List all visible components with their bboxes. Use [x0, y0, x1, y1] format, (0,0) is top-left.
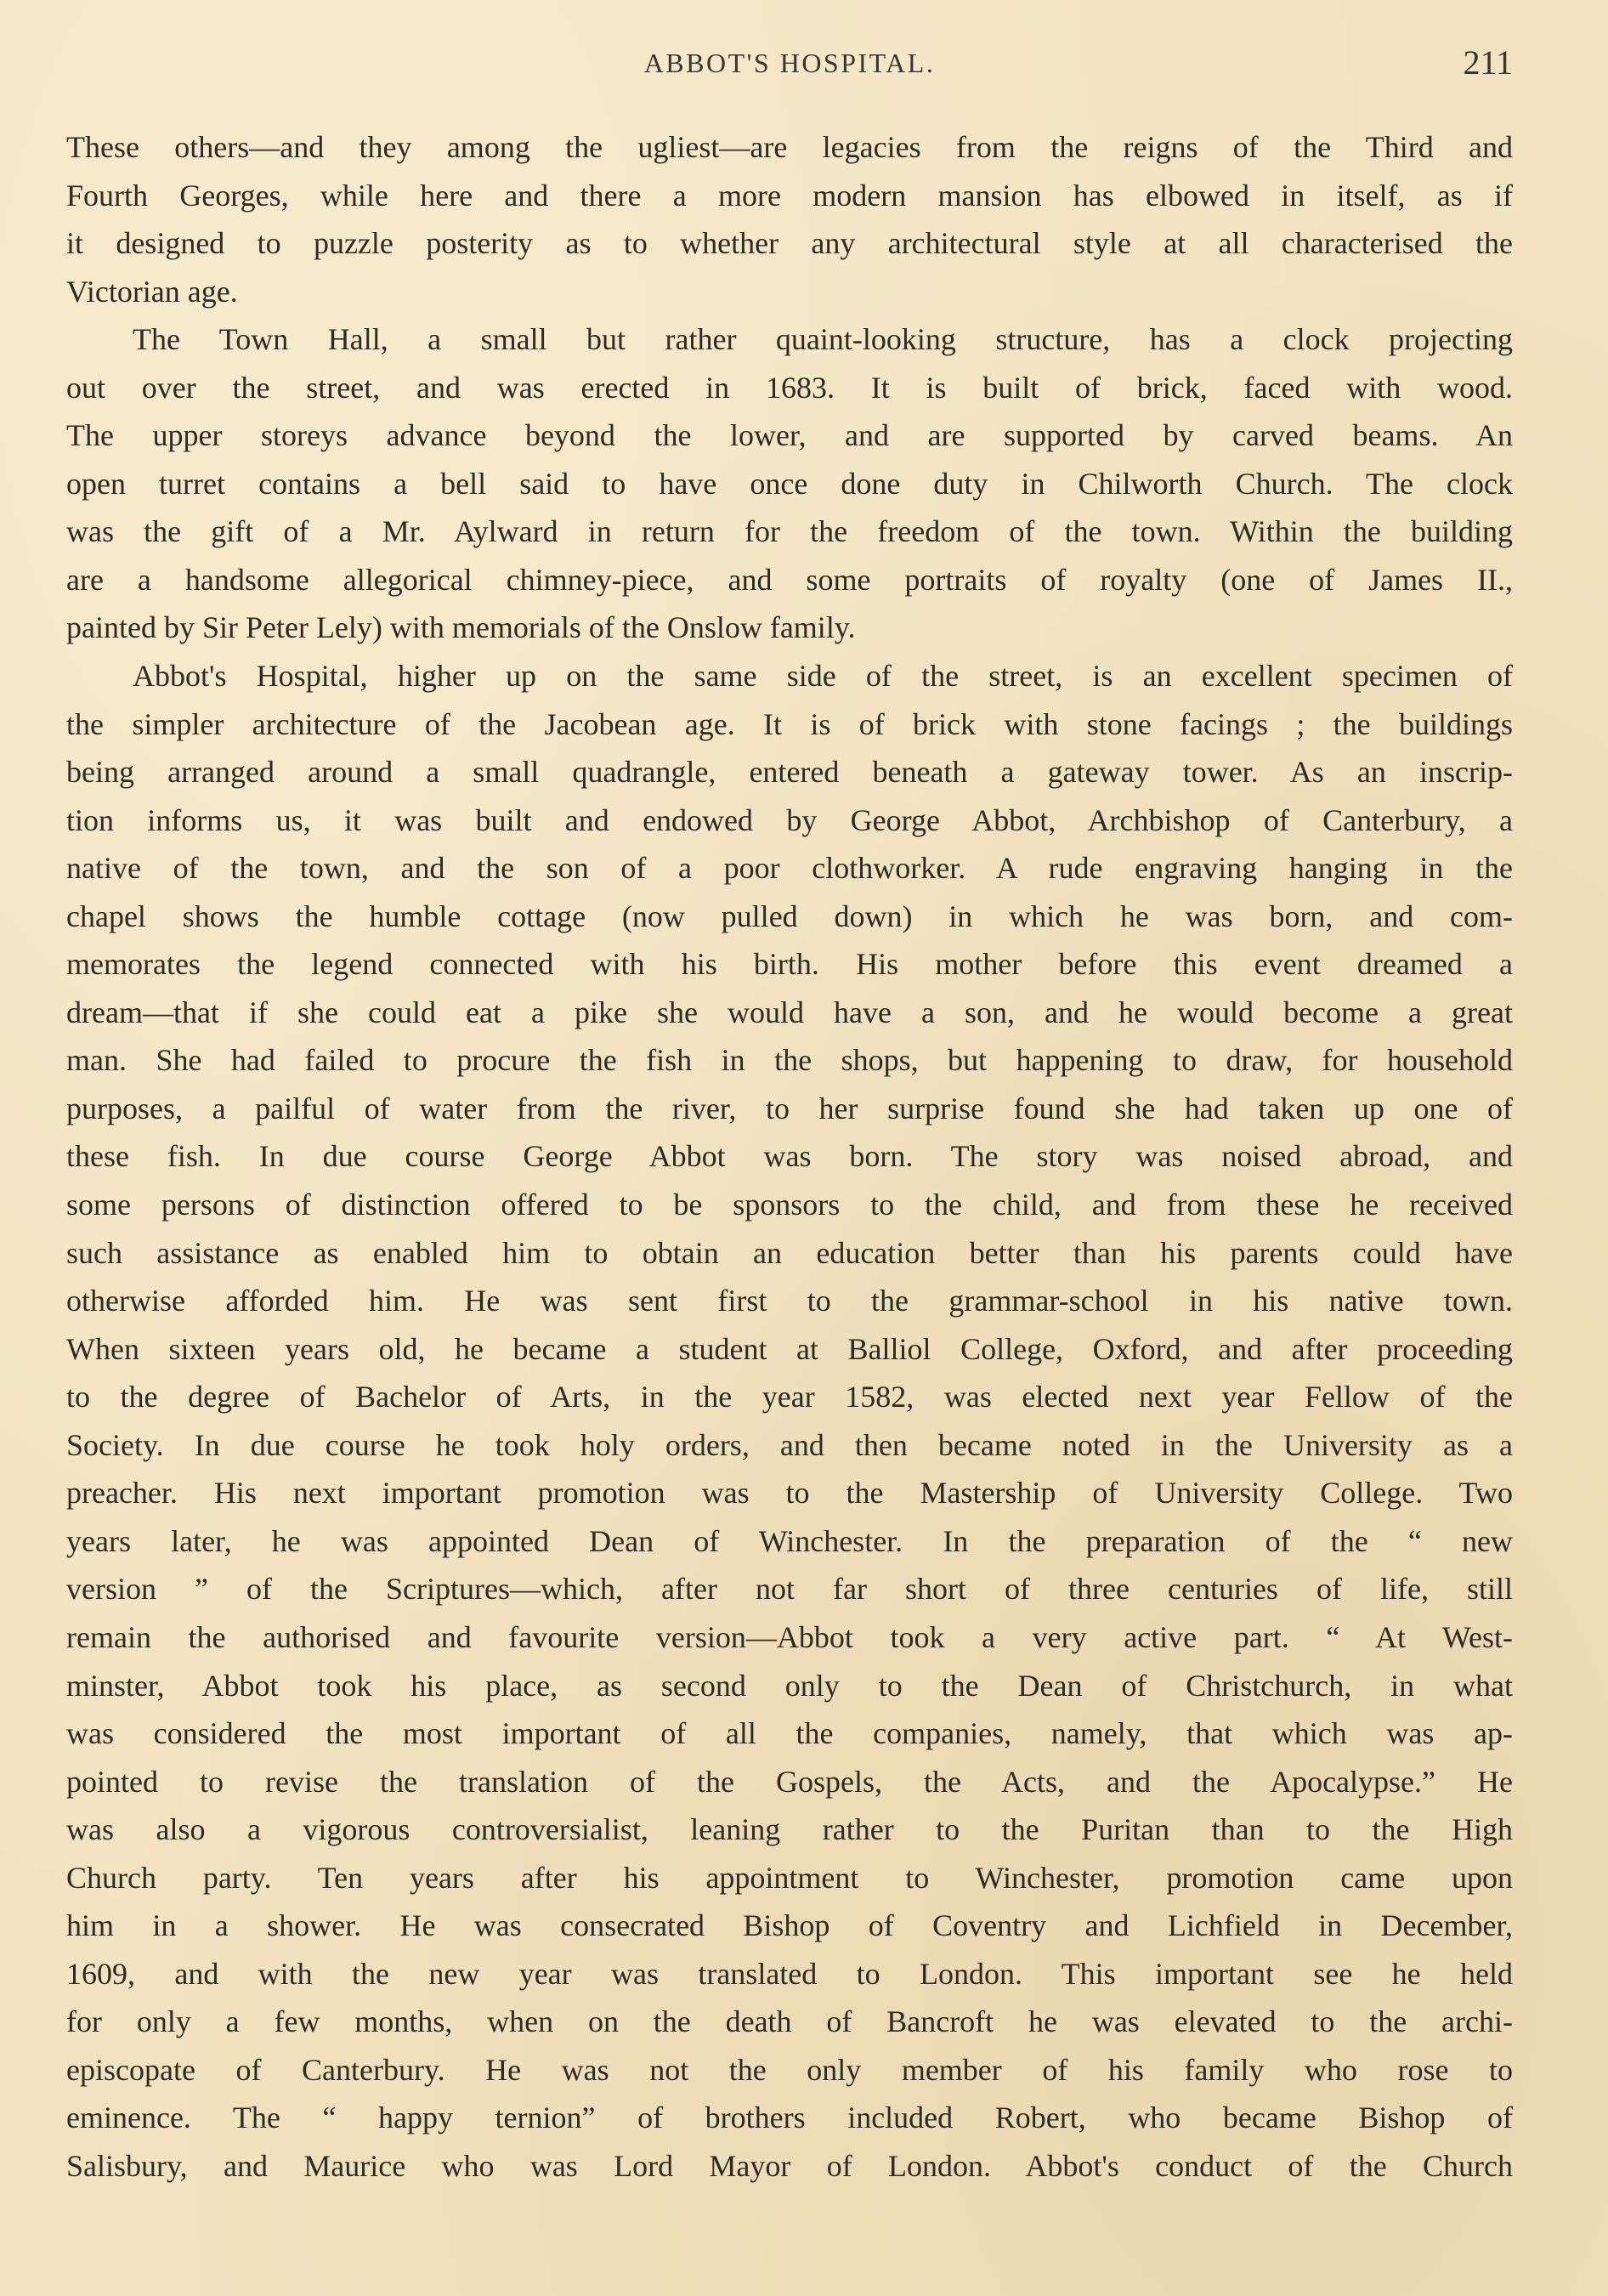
- text-line: dream—that if she could eat a pike she would have a son, and he would become a great: [66, 995, 1513, 1029]
- text-line: native of the town, and the son of a poor clothworker. A rude engraving hanging in the: [66, 851, 1513, 886]
- text-line: purposes, a pailful of water from the river, to her surprise found she had taken up one of: [66, 1091, 1513, 1125]
- text-line: the simpler architecture of the Jacobean age. It is of brick with stone facings ; the buildings: [66, 706, 1513, 741]
- text-line: Victorian age.: [66, 274, 238, 309]
- text-line: minster, Abbot took his place, as second only to the Dean of Christchurch, in what: [66, 1668, 1513, 1703]
- text-line: Society. In due course he took holy orders, and then became noted in the University as a: [66, 1427, 1513, 1462]
- text-line: Church party. Ten years after his appointment to Winchester, promotion came upon: [66, 1860, 1513, 1895]
- text-line: such assistance as enabled him to obtain an education better than his parents could have: [66, 1235, 1513, 1270]
- body-text: [66, 123, 1513, 2191]
- text-line: The upper storeys advance beyond the lower, and are supported by carved beams. An: [66, 418, 1513, 453]
- text-line: some persons of distinction offered to be sponsors to the child, and from these he received: [66, 1188, 1513, 1222]
- text-line: Salisbury, and Maurice who was Lord Mayor of London. Abbot's conduct of the Church: [66, 2148, 1513, 2183]
- text-line: to the degree of Bachelor of Arts, in the year 1582, was elected next year Fellow of the: [66, 1380, 1513, 1414]
- text-line: tion informs us, it was built and endowed by George Abbot, Archbishop of Canterbury, a: [66, 802, 1513, 837]
- text-line: Abbot's Hospital, higher up on the same side of the street, is an excellent specimen of: [133, 659, 1513, 694]
- text-line: out over the street, and was erected in 1683. It is built of brick, faced with wood.: [66, 370, 1513, 405]
- running-title: ABBOT'S HOSPITAL.: [643, 48, 936, 78]
- text-line: When sixteen years old, he became a student at Balliol College, Oxford, and after proceeding: [66, 1331, 1513, 1366]
- text-line: 1609, and with the new year was translated to London. This important see he held: [66, 1956, 1513, 1991]
- text-line: episcopate of Canterbury. He was not the only member of his family who rose to: [66, 2052, 1513, 2087]
- text-line: open turret contains a bell said to have once done duty in Chilworth Church. The clock: [66, 466, 1513, 501]
- text-line: was also a vigorous controversialist, leaning rather to the Puritan than to the High: [66, 1812, 1513, 1847]
- text-line: him in a shower. He was consecrated Bishop of Coventry and Lichfield in December,: [66, 1908, 1513, 1943]
- text-line: memorates the legend connected with his birth. His mother before this event dreamed a: [66, 947, 1513, 982]
- text-line: remain the authorised and favourite version—Abbot took a very active part. “ At West-: [66, 1619, 1513, 1654]
- text-line: otherwise afforded him. He was sent first to the grammar-school in his native town.: [66, 1284, 1513, 1318]
- text-line: Fourth Georges, while here and there a more modern mansion has elbowed in itself, as if: [66, 178, 1513, 213]
- text-line: The Town Hall, a small but rather quaint-looking structure, has a clock projecting: [133, 322, 1513, 357]
- text-line: are a handsome allegorical chimney-piece, and some portraits of royalty (one of James II.,: [66, 562, 1513, 597]
- page-number: 211: [1463, 43, 1513, 82]
- text-line: pointed to revise the translation of the Gospels, the Acts, and the Apocalypse.” He: [66, 1764, 1513, 1799]
- text-line: it designed to puzzle posterity as to whether any architectural style at all characterised the: [66, 226, 1513, 261]
- text-line: was the gift of a Mr. Aylward in return for the freedom of the town. Within the building: [66, 514, 1513, 549]
- text-line: for only a few months, when on the death of Bancroft he was elevated to the archi-: [66, 2004, 1513, 2039]
- text-line: These others—and they among the ugliest—are legacies from the reigns of the Third and: [66, 130, 1513, 164]
- text-line: chapel shows the humble cottage (now pulled down) in which he was born, and com-: [66, 899, 1513, 933]
- text-line: eminence. The “ happy ternion” of brothers included Robert, who became Bishop of: [66, 2100, 1513, 2135]
- text-line: painted by Sir Peter Lely) with memorials of the Onslow family.: [66, 610, 856, 645]
- text-line: preacher. His next important promotion was to the Mastership of University College. Two: [66, 1476, 1513, 1511]
- text-line: was considered the most important of all the companies, namely, that which was ap-: [66, 1716, 1513, 1751]
- text-line: these fish. In due course George Abbot was born. The story was noised abroad, and: [66, 1139, 1513, 1174]
- text-line: being arranged around a small quadrangle, entered beneath a gateway tower. As an inscrip-: [66, 755, 1513, 790]
- running-head: [66, 43, 1513, 94]
- text-line: version ” of the Scriptures—which, after not far short of three centuries of life, still: [66, 1572, 1513, 1607]
- text-line: man. She had failed to procure the fish in the shops, but happening to draw, for household: [66, 1043, 1513, 1078]
- text-line: years later, he was appointed Dean of Winchester. In the preparation of the “ new: [66, 1523, 1513, 1558]
